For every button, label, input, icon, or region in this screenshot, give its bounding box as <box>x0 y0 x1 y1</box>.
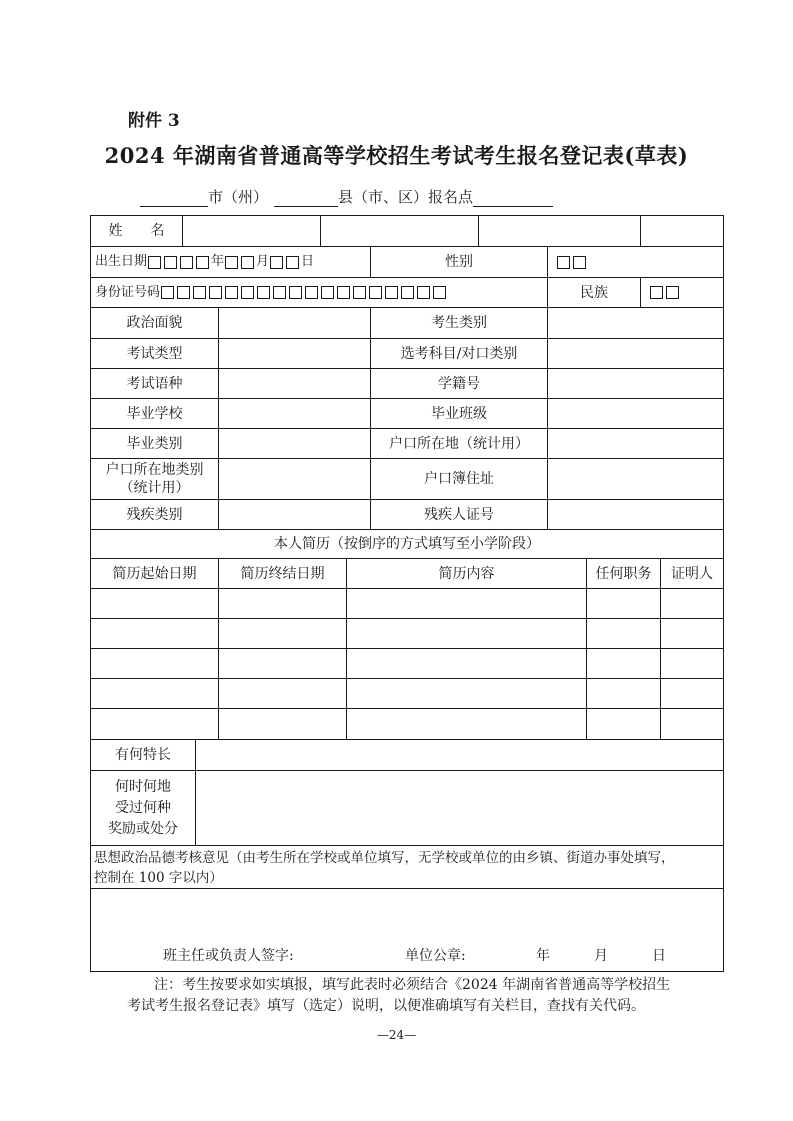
attachment-label: 附件 3 <box>128 111 180 131</box>
year-digit-box[interactable] <box>164 256 177 269</box>
moral-assessment-label <box>94 848 722 888</box>
id-digit-box[interactable] <box>193 286 206 299</box>
day-digit-box[interactable] <box>286 256 299 269</box>
resume-col-end: 简历终结日期 <box>240 565 325 582</box>
id-digit-box[interactable] <box>417 286 430 299</box>
resume-col-witness: 证明人 <box>671 565 713 582</box>
ethnic-code-field[interactable] <box>641 278 731 307</box>
moral-assessment-input[interactable] <box>91 889 723 937</box>
month-digit-box[interactable] <box>241 256 254 269</box>
name-label: 姓 名 <box>108 223 165 239</box>
disability-type-label: 残疾类别 <box>126 506 183 523</box>
birth-date-label: 出生日期 <box>95 254 148 269</box>
moral-assessment-line: 控制在 100 字以内） <box>94 870 223 886</box>
id-digit-box[interactable] <box>209 286 222 299</box>
awards-label-line: 奖励或处分 <box>108 820 178 837</box>
resume-col-position: 任何职务 <box>595 565 652 582</box>
ethnic-code-box[interactable] <box>650 286 663 299</box>
awards-input[interactable] <box>196 771 723 845</box>
county-label: 县（市、区） <box>338 188 429 206</box>
day-label: 日 <box>301 254 315 269</box>
gender-code-field[interactable] <box>548 247 731 277</box>
id-digit-box[interactable] <box>321 286 334 299</box>
resume-header: 本人简历（按倒序的方式填写至小学阶段） <box>274 536 540 552</box>
class-label: 毕业班级 <box>431 405 487 422</box>
subject-label: 选考科目/对口类别 <box>400 345 518 362</box>
id-digit-box[interactable] <box>353 286 366 299</box>
graduation-type-label: 毕业类别 <box>126 435 183 452</box>
school-label: 毕业学校 <box>126 405 183 422</box>
exam-type-label: 考试类型 <box>126 345 183 362</box>
disability-cert-label: 残疾人证号 <box>424 506 494 523</box>
specialty-input[interactable] <box>196 740 723 770</box>
gender-label: 性别 <box>445 254 473 270</box>
moral-assessment-line: 思想政治品德考核意见（由考生所在学校或单位填写，无学校或单位的由乡镇、街道办事处填写， <box>94 850 675 866</box>
id-digit-box[interactable] <box>177 286 190 299</box>
form-title: 2024 年湖南省普通高等学校招生考试考生报名登记表(草表) <box>104 143 689 168</box>
hukou-type-label-line2: （统计用） <box>119 480 190 496</box>
exam-language-label: 考试语种 <box>126 375 183 392</box>
candidate-type-label: 考生类别 <box>431 315 487 331</box>
awards-label-line: 何时何地 <box>115 778 171 795</box>
id-digit-box[interactable] <box>385 286 398 299</box>
id-digit-box[interactable] <box>273 286 286 299</box>
signature-label: 班主任或负责人签字: <box>163 948 294 964</box>
year-digit-box[interactable] <box>180 256 193 269</box>
month-digit-box[interactable] <box>225 256 238 269</box>
resume-col-start: 简历起始日期 <box>112 565 197 582</box>
sign-day-label: 日 <box>652 948 666 964</box>
sign-year-label: 年 <box>536 948 550 964</box>
year-digit-box[interactable] <box>196 256 209 269</box>
hukou-label: 户口所在地（统计用） <box>389 435 529 452</box>
birth-date-field[interactable] <box>91 247 374 277</box>
awards-label <box>91 771 195 845</box>
id-digit-box[interactable] <box>289 286 302 299</box>
city-label: 市（州） <box>208 188 269 206</box>
id-digit-box[interactable] <box>433 286 446 299</box>
site-blank[interactable] <box>473 191 553 207</box>
gender-code-box[interactable] <box>557 256 570 269</box>
note-line-2: 考试考生报名登记表》填写（选定）说明，以便准确填写有关栏目，查找有关代码。 <box>127 998 645 1014</box>
political-label: 政治面貌 <box>126 315 183 331</box>
county-blank[interactable] <box>274 191 338 207</box>
hukou-type-label-line1: 户口所在地类别 <box>105 462 204 478</box>
id-digit-box[interactable] <box>241 286 254 299</box>
id-digit-box[interactable] <box>225 286 238 299</box>
site-label: 报名点 <box>428 188 474 206</box>
id-number-label: 身份证号码 <box>95 284 161 300</box>
id-number-field[interactable] <box>91 278 551 307</box>
id-digit-box[interactable] <box>401 286 414 299</box>
id-digit-box[interactable] <box>305 286 318 299</box>
page-number: —24— <box>376 1028 417 1042</box>
city-blank[interactable] <box>140 191 208 207</box>
specialty-label: 有何特长 <box>115 747 171 763</box>
region-line <box>140 186 553 207</box>
day-digit-box[interactable] <box>270 256 283 269</box>
id-digit-box[interactable] <box>257 286 270 299</box>
name-input[interactable] <box>183 216 320 246</box>
seal-label: 单位公章: <box>405 948 466 964</box>
note-line-1: 注：考生按要求如实填报，填写此表时必须结合《2024 年湖南省普通高等学校招生 <box>154 977 671 993</box>
year-digit-box[interactable] <box>148 256 161 269</box>
hukou-address-label: 户口簿住址 <box>424 471 494 487</box>
awards-label-line: 受过何种 <box>115 799 171 816</box>
resume-col-content: 简历内容 <box>438 565 495 582</box>
ethnic-code-box[interactable] <box>666 286 679 299</box>
sign-month-label: 月 <box>594 948 608 964</box>
year-label: 年 <box>211 254 225 269</box>
student-no-label: 学籍号 <box>438 375 480 392</box>
id-digit-box[interactable] <box>161 286 174 299</box>
id-digit-box[interactable] <box>337 286 350 299</box>
hukou-type-label <box>91 459 218 499</box>
month-label: 月 <box>256 254 270 269</box>
id-digit-box[interactable] <box>369 286 382 299</box>
gender-code-box[interactable] <box>573 256 586 269</box>
ethnic-label: 民族 <box>580 284 608 301</box>
